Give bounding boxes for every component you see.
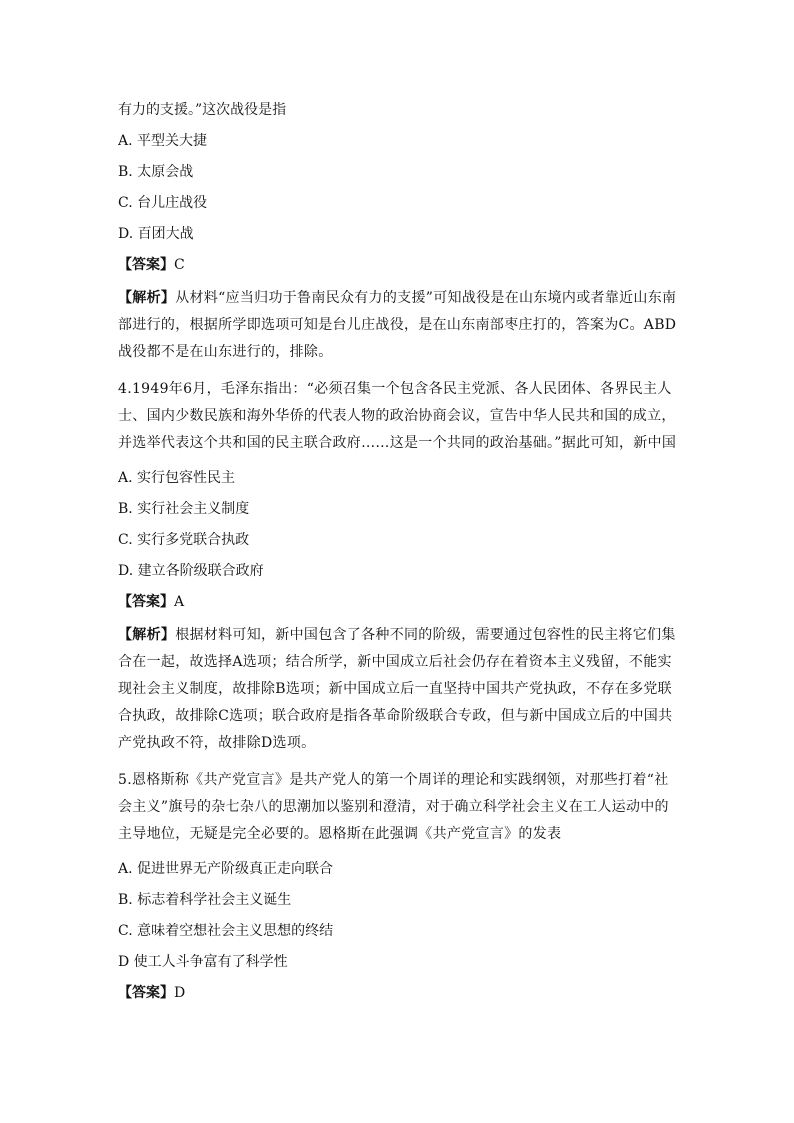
q4-analysis-tag: 【解析】 [118,627,176,643]
q4-option-a: A. 实行包容性民主 [118,470,236,486]
q5-answer [118,983,678,1003]
q3-option-b: B. 太原会战 [118,164,194,180]
q5-option-b: B. 标志着科学社会主义诞生 [118,892,292,908]
q3-analysis [118,285,678,366]
q4-answer-value: A [174,594,185,610]
document-page [118,100,678,1003]
q4-stem: 4.1949年6月，毛泽东指出：“必须召集一个包含各民主党派、各人民团体、各界民主人士、国内少数民族和海外华侨的代表人物的政治协商会议，宣告中华人民共和国的成立，并选举代表这个共和国的民主联合政府……这是一个共同的政治基础。”据此可知，新中国 [118,381,677,451]
q3-answer-value: C [174,257,185,273]
q4-option-b: B. 实行社会主义制度 [118,501,250,517]
q3-option-d: D. 百团大战 [118,226,194,242]
q5-option-c: C. 意味着空想社会主义思想的终结 [118,923,334,939]
q4-analysis [118,622,678,757]
q5-option-d: D 使工人斗争富有了科学性 [118,954,288,970]
q3-answer [118,255,678,275]
q4-analysis-text: 根据材料可知，新中国包含了各种不同的阶级，需要通过包容性的民主将它们集合在一起，故选择A选项；结合所学，新中国成立后社会仍存在着资本主义残留，不能实现社会主义制度，故排除B选项；新中国成立后一直坚持中国共产党执政，不存在多党联合执政，故排除C选项；联合政府是指各革命阶级联合专政，但与新中国成立后的中国共产党执政不符，故排除D选项。 [118,627,676,751]
q3-option-a: A. 平型关大捷 [118,133,208,149]
q4-option-d: D. 建立各阶级联合政府 [118,563,264,579]
q3-analysis-tag: 【解析】 [118,290,176,306]
q3-analysis-text: 从材料“应当归功于鲁南民众有力的支援”可知战役是在山东境内或者靠近山东南部进行的，根据所学即选项可知是台儿庄战役，是在山东南部枣庄打的，答案为C。ABD战役都不是在山东进行的，排除。 [118,290,677,360]
q5-option-a: A. 促进世界无产阶级真正走向联合 [118,861,334,877]
q5-answer-tag: 【答案】 [118,985,174,1001]
q4-answer [118,592,678,612]
q5-answer-value: D [174,985,186,1001]
q3-stem-tail: 有力的支援。”这次战役是指 [118,102,287,118]
q3-answer-tag: 【答案】 [118,257,174,273]
q5-stem: 5.恩格斯称《共产党宣言》是共产党人的第一个周详的理论和实践纲领，对那些打着“社会主义”旗号的杂七杂八的思潮加以鉴别和澄清，对于确立科学社会主义在工人运动中的主导地位，无疑是完全必要的。恩格斯在此强调《共产党宣言》的发表 [118,772,669,842]
q4-option-c: C. 实行多党联合执政 [118,532,250,548]
q4-answer-tag: 【答案】 [118,594,174,610]
q3-option-c: C. 台儿庄战役 [118,195,208,211]
